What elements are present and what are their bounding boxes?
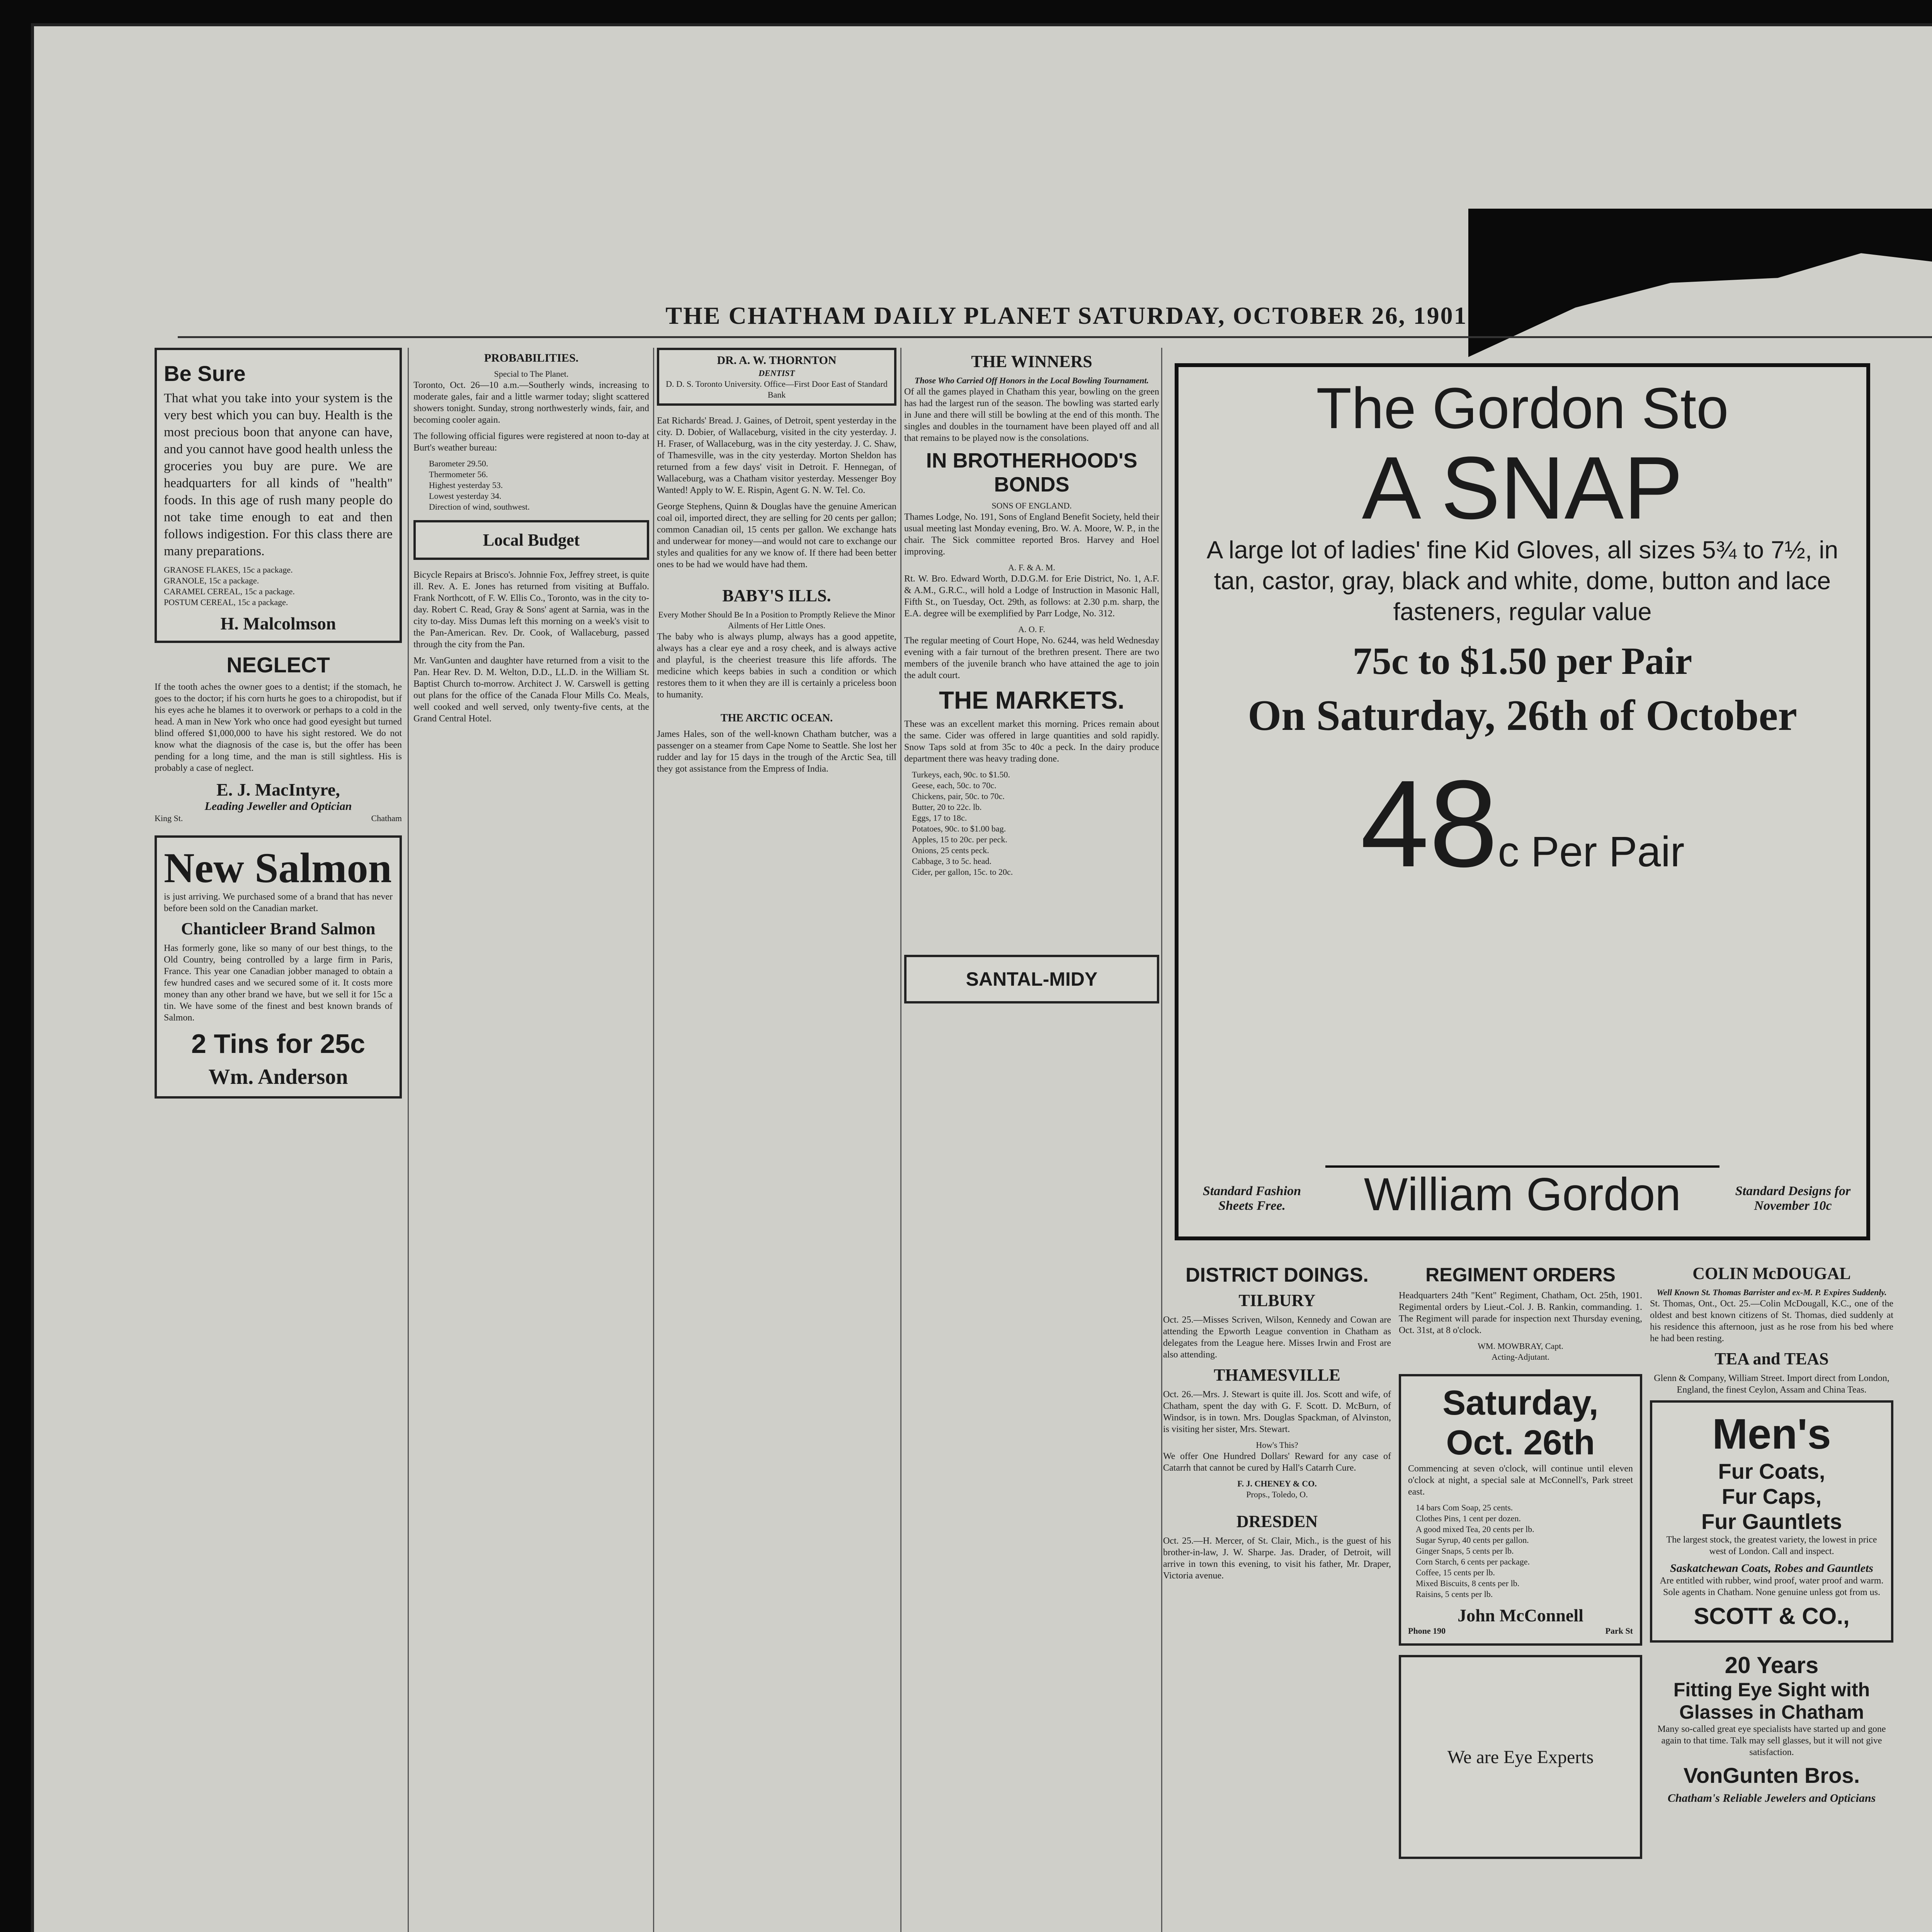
gordon-foot-name: William Gordon — [1325, 1165, 1719, 1221]
dresden-text: Oct. 25.—H. Mercer, of St. Clair, Mich., is the guest of his brother-in-law, J. W. Sharpe. Jas. Drader, of Detroit, will arrive in town this evening, to visit his father, Mr. Draper, Victoria avenue. — [1163, 1536, 1391, 1581]
sale-item: Coffee, 15 cents per lb. — [1416, 1568, 1495, 1577]
thamesville-text: Oct. 26.—Mrs. J. Stewart is quite ill. Jos. Scott and wife, of Chatham, spent the day with G. F. Scott. D. McBurn, of Windsor, is in town. Mrs. Douglas Spackman, of Alvinston, is visiting her sister, Mrs. Stewart. — [1163, 1389, 1391, 1434]
sons-text: Thames Lodge, No. 191, Sons of England Benefit Society, held their usual meeting last Monday evening, Bro. W. A. Moore, W. P., in the chair. The Sick committee reported Bros. Harvey and Hoel improving. — [904, 512, 1159, 557]
column-rule — [408, 348, 409, 1932]
personals-2: George Stephens, Quinn & Douglas have the genuine American coal oil, imported direct, they are selling for 20 cents per gallon; common Canadian oil, 15 cents per gallon. We exchange hats and underwear for money—and would not care to exchange our styles and qualities for any we know of. If there had been better ones to be had we would have had them. — [657, 502, 896, 570]
mens-title: Men's — [1712, 1410, 1831, 1458]
oct26-title: Oct. 26th — [1446, 1423, 1595, 1462]
regiment-signature: WM. MOWBRAY, Capt. — [1478, 1341, 1563, 1351]
markets-title: THE MARKETS. — [939, 686, 1124, 714]
market-price: Potatoes, 90c. to $1.00 bag. — [912, 824, 1006, 833]
tilbury-text: Oct. 25.—Misses Scriven, Wilson, Kennedy and Cowan are attending the Epworth League convention in Chatham as delegates from the League here. Misses Irwin and Frost are also attending. — [1163, 1315, 1391, 1360]
ad-text: That what you take into your system is the very best which you can buy. Health is the most precious boon that anyone can have, and you cannot have good health unless the groceries you buy are pure. We are headquarters for all kinds of "health" foods. In this age of rush many people do not take time enough to eat and then follows indigestion. For this class there are many preparations. — [164, 391, 393, 558]
eye-experts-text: We are Eye Experts — [1447, 1747, 1594, 1767]
fur-gauntlets: Fur Gauntlets — [1701, 1509, 1842, 1534]
local-budget-title: Local Budget — [483, 531, 580, 549]
sale-item: Raisins, 5 cents per lb. — [1416, 1589, 1493, 1599]
probabilities-text: Toronto, Oct. 26—10 a.m.—Southerly winds, increasing to moderate gales, fair and a little warmer today; slight scattered showers tonight. Sunday, strong northwesterly winds, fair, and becoming cooler again. — [413, 380, 649, 425]
market-price: Cider, per gallon, 15c. to 20c. — [912, 867, 1013, 877]
scott-name: SCOTT & CO., — [1694, 1603, 1850, 1629]
mcconnell-address: Park St — [1605, 1626, 1633, 1636]
markets-text: These was an excellent market this morning. Prices remain about the same. Cider was offered in large quantities and sold rapidly. Snow Taps sold at from 35c to 40c a peck. In the dairy produce department there was heavy trading done. — [904, 719, 1159, 764]
sale-item: Mixed Biscuits, 8 cents per lb. — [1416, 1578, 1520, 1588]
babys-ills-sub: Every Mother Should Be In a Position to Promptly Relieve the Minor Ailments of Her Little Ones. — [658, 610, 895, 630]
market-price: Apples, 15 to 20c. per peck. — [912, 835, 1007, 844]
winners-sub: Those Who Carried Off Honors in the Local Bowling Tournament. — [915, 376, 1149, 385]
gordon-foot-left: Standard Fashion Sheets Free. — [1202, 1184, 1301, 1213]
column-rule — [1161, 348, 1162, 1932]
market-price: Cabbage, 3 to 5c. head. — [912, 856, 992, 866]
malcolmson-ad — [155, 348, 402, 643]
column-rule — [653, 348, 654, 1932]
vongunten-sub: Chatham's Reliable Jewelers and Opticians — [1667, 1792, 1876, 1804]
saturday-title: Saturday, — [1442, 1384, 1599, 1422]
district-title: DISTRICT DOINGS. — [1185, 1264, 1369, 1286]
sale-item: Ginger Snaps, 5 cents per lb. — [1416, 1546, 1514, 1556]
gordon-regular-price: 75c to $1.50 per Pair — [1352, 639, 1692, 682]
weather-line: Highest yesterday 53. — [429, 480, 503, 490]
sale-item: Clothes Pins, 1 cent per dozen. — [1416, 1514, 1521, 1523]
babys-ills-title: BABY'S ILLS. — [722, 586, 831, 605]
aof-title: A. O. F. — [1018, 624, 1045, 634]
thamesville-title: THAMESVILLE — [1214, 1366, 1340, 1384]
salmon-text: is just arriving. We purchased some of a brand that has never before been sold on the Canadian market. — [164, 892, 393, 913]
dentist-sub: D. D. S. Toronto University. Office—First Door East of Standard Bank — [666, 379, 888, 400]
afam-text: Rt. W. Bro. Edward Worth, D.D.G.M. for Erie District, No. 1, A.F. & A.M., G.R.C., will hold a Lodge of Instruction in Masonic Hall, Fifth St., on Tuesday, Oct. 29th, as follows: at 2.30 p.m. sharp, the E.A. degree will be exemplified by Parr Lodge, No. 312. — [904, 574, 1159, 619]
budget-text-2: Mr. VanGunten and daughter have returned from a visit to the Pan. Hear Rev. D. M. Welton, D.D., LL.D. in the William St. Baptist Church to-morrow. Architect J. W. Carswell is getting out plans for the office of the Canada Flour Mills Co. Meals, well cooked and well served, only twenty-five cents, at the Grand Central Hotel. — [413, 656, 649, 724]
macintyre-address: King St. — [155, 813, 183, 823]
dentist-title: DENTIST — [758, 368, 795, 378]
babys-ills-text: The baby who is always plump, always has a good appetite, always has a clear eye and a rosy cheek, and is always active and playful, is the cheeriest treasure this life affords. The medicine which keeps babies in such a condition or which restores them to it when they are ill is certainly a priceless boon to humanity. — [657, 632, 896, 700]
ad-title: Be Sure — [164, 361, 246, 386]
mcconnell-ad — [1399, 1374, 1642, 1646]
market-price: Geese, each, 50c. to 70c. — [912, 781, 997, 790]
column-2 — [413, 348, 649, 1932]
gordon-sale-price: 48 — [1360, 754, 1498, 893]
food-item: CARAMEL CEREAL, 15c a package. — [164, 587, 295, 596]
gordon-advert — [1175, 363, 1870, 1240]
regiment-signature-2: Acting-Adjutant. — [1492, 1352, 1549, 1362]
macintyre-city: Chatham — [371, 813, 402, 823]
anderson-signature: Wm. Anderson — [208, 1065, 348, 1089]
page-title: THE CHATHAM DAILY PLANET SATURDAY, OCTOBER 26, 1901 — [665, 302, 1468, 329]
gordon-date: On Saturday, 26th of October — [1248, 692, 1797, 740]
colin-text: St. Thomas, Ont., Oct. 25.—Colin McDougall, K.C., one of the oldest and best known citizens of St. Thomas, died suddenly at his residence this afternoon, just as he rose from his bed where he had been resting. — [1650, 1299, 1893, 1344]
vongunten-name: VonGunten Bros. — [1683, 1763, 1860, 1787]
fur-coats: Fur Coats, — [1718, 1459, 1825, 1483]
salmon-title: New Salmon — [164, 844, 392, 891]
sale-item: Sugar Syrup, 40 cents per gallon. — [1416, 1535, 1529, 1545]
neglect-title: NEGLECT — [226, 653, 330, 677]
food-item: GRANOSE FLAKES, 15c a package. — [164, 565, 293, 575]
food-item: POSTUM CEREAL, 15c a package. — [164, 597, 288, 607]
eye-experts-ad — [1399, 1655, 1642, 1859]
scott-ad — [1650, 1400, 1893, 1643]
cheney-sub: Props., Toledo, O. — [1246, 1490, 1308, 1499]
probabilities-sub: Special to The Planet. — [494, 369, 569, 379]
sale-text: Commencing at seven o'clock, will continue until eleven o'clock at night, a special sale at McConnell's, Park street east. — [1408, 1464, 1633, 1497]
personals: Eat Richards' Bread. J. Gaines, of Detroit, spent yesterday in the city. D. Dobier, of Wallaceburg, visited in the city yesterday. J. H. Fraser, of Wallaceburg, was in the city yesterday. J. C. Shaw, of Thamesville, was in the city yesterday. Morton Sheldon has returned from a few days' visit in Detroit. F. Hennegan, of Wallaceburg, was a Chatham visitor yesterday. Messenger Boy Wanted! Apply to W. E. Rispin, Agent G. N. W. Tel. Co. — [657, 416, 896, 495]
dresden-title: DRESDEN — [1236, 1512, 1318, 1531]
macintyre-sub: Leading Jeweller and Optician — [204, 800, 352, 813]
chanticleer-title: Chanticleer Brand Salmon — [181, 919, 376, 938]
macintyre-name: E. J. MacIntyre, — [216, 780, 340, 799]
column-1 — [155, 348, 402, 1932]
column-3 — [657, 348, 896, 1932]
weather-line: Barometer 29.50. — [429, 459, 488, 468]
sale-item: 14 bars Com Soap, 25 cents. — [1416, 1503, 1513, 1512]
dentist-card — [657, 348, 896, 406]
chanticleer-text: Has formerly gone, like so many of our best things, to the Old Country, being controlled by a large firm in Paris, France. This year one Canadian jobber managed to obtain a few hundred cases and we secured some of it. It costs more money than any other brand we have, but we sell it for 15c a tin. We have some of the finest and best known brands of Salmon. — [164, 943, 393, 1023]
robes-text: Are entitled with rubber, wind proof, water proof and warm. Sole agents in Chatham. None genuine unless got from us. — [1660, 1576, 1884, 1597]
gordon-body: A large lot of ladies' fine Kid Gloves, all sizes 5¾ to 7½, in tan, castor, gray, black and white, dome, button and lace fasteners, regular value — [1206, 536, 1838, 626]
winners-title: THE WINNERS — [971, 352, 1092, 371]
hows-this-text: We offer One Hundred Dollars' Reward for any case of Catarrh that cannot be cured by Hall's Catarrh Cure. — [1163, 1451, 1391, 1473]
gordon-title: The Gordon Sto — [1316, 376, 1729, 440]
arctic-text: James Hales, son of the well-known Chatham butcher, was a passenger on a steamer from Cape Nome to Seattle. She lost her rudder and lay for 15 days in the trough of the Arctic Sea, till they got assistance from the Empress of India. — [657, 729, 896, 774]
robes-title: Saskatchewan Coats, Robes and Gauntlets — [1670, 1562, 1873, 1575]
column-4 — [904, 348, 1159, 1932]
tea-title: TEA and TEAS — [1714, 1349, 1829, 1368]
mcconnell-phone: Phone 190 — [1408, 1626, 1446, 1636]
tilbury-title: TILBURY — [1238, 1291, 1316, 1310]
fur-text: The largest stock, the greatest variety, the lowest in price west of London. Call and inspect. — [1666, 1535, 1877, 1556]
sale-item: A good mixed Tea, 20 cents per lb. — [1416, 1524, 1534, 1534]
aof-text: The regular meeting of Court Hope, No. 6244, was held Wednesday evening with a fair turnout of the brethren present. There are two members of the juvenile branch who have attained the age to join the adult court. — [904, 636, 1159, 680]
weather-line: Lowest yesterday 34. — [429, 491, 502, 501]
market-price: Chickens, pair, 50c. to 70c. — [912, 791, 1005, 801]
probabilities-title: PROBABILITIES. — [484, 352, 579, 364]
fitting-text: Many so-called great eye specialists have started up and gone again to that time. Talk may sell glasses, but it will not give satisfaction. — [1657, 1724, 1886, 1757]
winners-text: Of all the games played in Chatham this year, bowling on the green has had the largest run of the season. The bowling was started early in June and there will still be bowling at the end of this month. The singles and doubles in the tournament have been played off and all that remains to be played now is the consolations. — [904, 387, 1159, 443]
ad-signature: H. Malcolmson — [220, 614, 336, 633]
sale-item: Corn Starch, 6 cents per package. — [1416, 1557, 1530, 1566]
years-title: 20 Years — [1725, 1652, 1819, 1678]
column-6 — [1399, 1260, 1642, 1932]
dentist-name: DR. A. W. THORNTON — [717, 354, 837, 367]
weather-intro: The following official figures were registered at noon to-day at Burt's weather bureau: — [413, 431, 649, 453]
weather-line: Direction of wind, southwest. — [429, 502, 530, 512]
colin-title: COLIN McDOUGAL — [1692, 1264, 1851, 1283]
anderson-ad — [155, 835, 402, 1099]
hows-this-title: How's This? — [1256, 1440, 1298, 1450]
gordon-foot-right: Standard Designs for November 10c — [1735, 1184, 1851, 1213]
gordon-snap: A SNAP — [1362, 438, 1683, 537]
market-price: Butter, 20 to 22c. lb. — [912, 802, 982, 812]
weather-line: Thermometer 56. — [429, 469, 488, 479]
column-5 — [1163, 1260, 1391, 1932]
colin-sub: Well Known St. Thomas Barrister and ex-M. P. Expires Suddenly. — [1656, 1287, 1887, 1297]
market-price: Turkeys, each, 90c. to $1.50. — [912, 770, 1010, 779]
fitting-title: Fitting Eye Sight with Glasses in Chatham — [1673, 1679, 1870, 1723]
column-rule — [900, 348, 901, 1932]
food-item: GRANOLE, 15c a package. — [164, 576, 259, 585]
budget-text: Bicycle Repairs at Brisco's. Johnnie Fox, Jeffrey street, is quite ill. Rev. A. E. Jones has returned from visiting at Buffalo. Frank Northcott, of F. W. Ellis Co., Toronto, was in the city to-day. Robert C. Read, Gray & Sons' agent at Sarnia, was in the city to-day. Miss Dumas left this morning on a week's visit to the Pan-American. Rev. Dr. Cook, of Wallaceburg, passed through the city from the Pan. — [413, 570, 649, 650]
fur-caps: Fur Caps, — [1721, 1484, 1822, 1509]
cheney-name: F. J. CHENEY & CO. — [1237, 1479, 1317, 1488]
two-tins: 2 Tins for 25c — [191, 1029, 365, 1059]
brotherhood-title: IN BROTHERHOOD'S BONDS — [926, 449, 1138, 496]
sons-title: SONS OF ENGLAND. — [992, 501, 1072, 510]
neglect-text: If the tooth aches the owner goes to a dentist; if the stomach, he goes to the doctor; if his corn hurts he goes to a chiropodist, but if his eyes ache he blames it to overwork or perhaps to a cold in the head. A man in New York who once had good eyesight but turned blind offered $1,000,000 to have his sight restored. We do not know what the diagnosis of the case is, but the offer has been pending for a long time, and the man is still sightless. His is probably a case of neglect. — [155, 682, 402, 773]
market-price: Onions, 25 cents peck. — [912, 845, 989, 855]
afam-title: A. F. & A. M. — [1008, 563, 1055, 572]
market-price: Eggs, 17 to 18c. — [912, 813, 967, 823]
column-7 — [1650, 1260, 1893, 1932]
tea-text: Glenn & Company, William Street. Import direct from London, England, the finest Ceylon, Assam and China Teas. — [1654, 1373, 1889, 1395]
mcconnell-name: John McConnell — [1458, 1605, 1583, 1625]
regiment-text: Headquarters 24th "Kent" Regiment, Chatham, Oct. 25th, 1901. Regimental orders by Lieut.-Col. J. B. Rankin, commanding. 1. The Regiment will parade for inspection next Thursday evening, Oct. 31st, at 8 o'clock. — [1399, 1291, 1642, 1335]
regiment-title: REGIMENT ORDERS — [1425, 1264, 1616, 1286]
santal-midy-ad: SANTAL-MIDY — [966, 968, 1098, 990]
gordon-price-unit: c Per Pair — [1498, 828, 1685, 876]
arctic-title: THE ARCTIC OCEAN. — [720, 712, 833, 724]
